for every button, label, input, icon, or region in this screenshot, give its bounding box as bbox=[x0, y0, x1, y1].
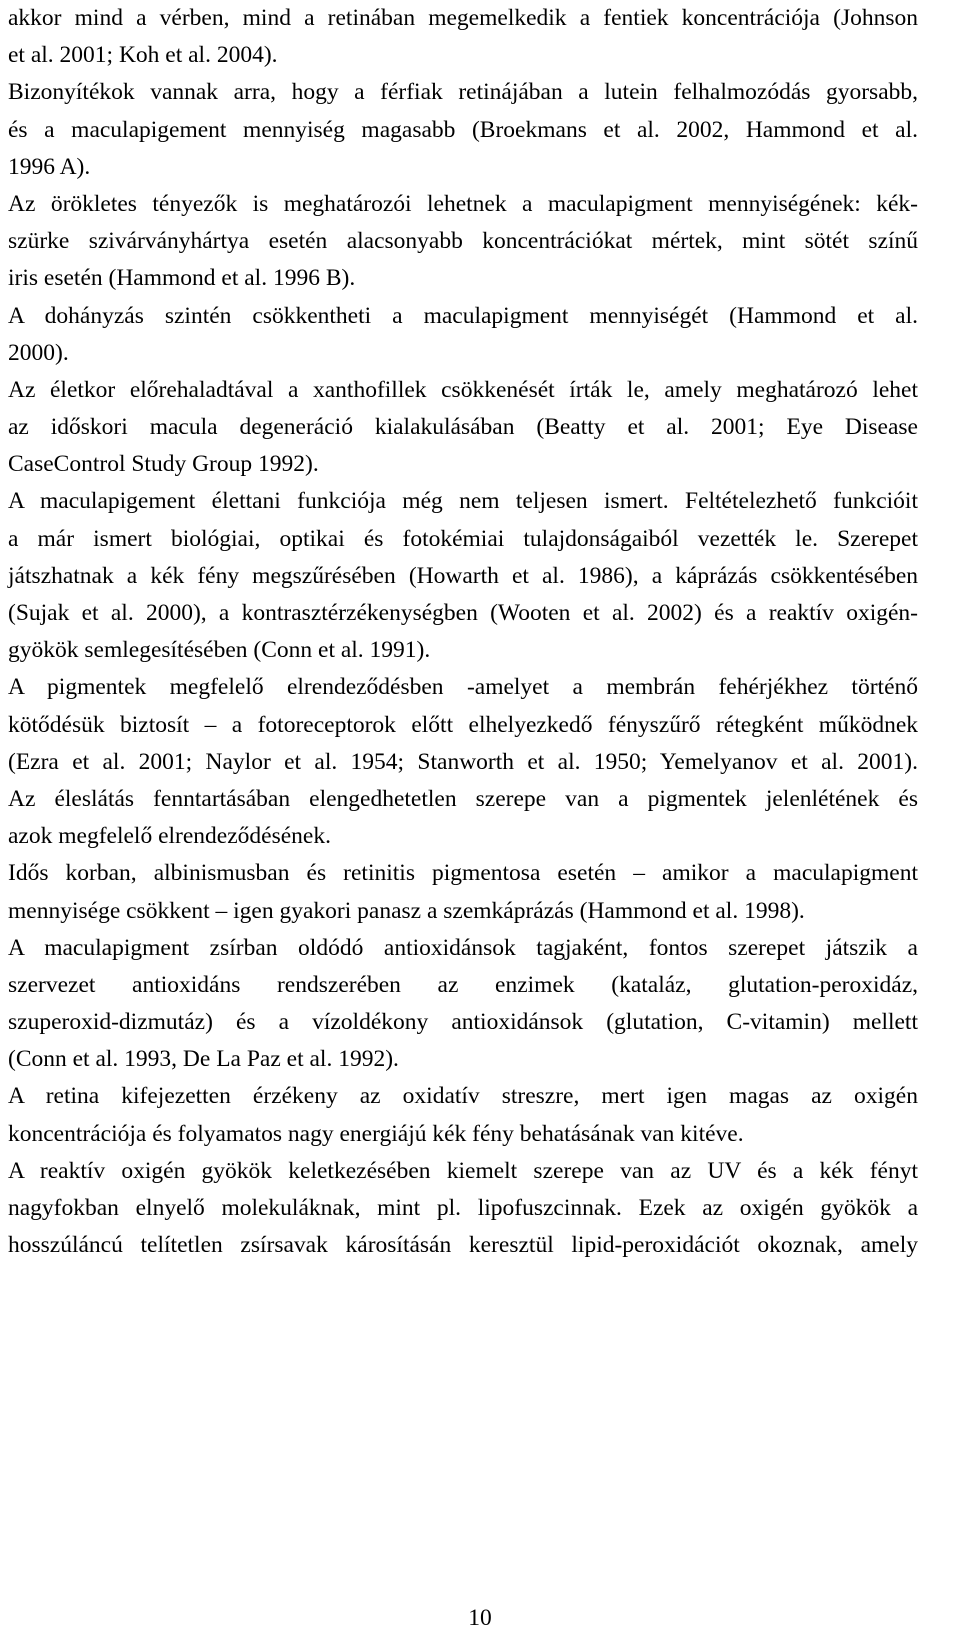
text-line: játszhatnak a kék fény megszűrésében (Howarth et al. 1986), a káprázás csökkentésében bbox=[8, 562, 918, 589]
text-line: (Ezra et al. 2001; Naylor et al. 1954; Stanworth et al. 1950; Yemelyanov et al. 2001). bbox=[8, 748, 918, 775]
paragraph bbox=[8, 74, 918, 186]
body-text bbox=[8, 0, 918, 1264]
document-page bbox=[8, 0, 918, 1264]
text-line: azok megfelelő elrendeződésének. bbox=[8, 823, 331, 850]
paragraph bbox=[8, 186, 918, 298]
text-line: Az éleslátás fenntartásában elengedhetetlen szerepe van a pigmentek jelenlétének és bbox=[8, 785, 918, 812]
text-line: kötődésük biztosít – a fotoreceptorok előtt elhelyezkedő fényszűrő rétegként működnek bbox=[8, 711, 918, 738]
paragraph bbox=[8, 1153, 918, 1265]
text-line: A retina kifejezetten érzékeny az oxidatív streszre, mert igen magas az oxigén bbox=[8, 1083, 918, 1110]
text-line: A maculapigement élettani funkciója még nem teljesen ismert. Feltételezhető funkcióit bbox=[8, 488, 918, 515]
text-line: gyökök semlegesítésében (Conn et al. 1991). bbox=[8, 637, 431, 664]
text-line: 2000). bbox=[8, 339, 69, 366]
text-line: Az életkor előrehaladtával a xanthofillek csökkenését írták le, amely meghatározó lehet bbox=[8, 376, 918, 403]
text-line: Idős korban, albinismusban és retinitis pigmentosa esetén – amikor a maculapigment bbox=[8, 860, 918, 887]
paragraph bbox=[8, 930, 918, 1079]
text-line: az időskori macula degeneráció kialakulásában (Beatty et al. 2001; Eye Disease bbox=[8, 414, 918, 441]
text-line: Bizonyítékok vannak arra, hogy a férfiak retinájában a lutein felhalmozódás gyorsabb, bbox=[8, 79, 918, 106]
text-line: (Conn et al. 1993, De La Paz et al. 1992). bbox=[8, 1046, 399, 1073]
text-line: iris esetén (Hammond et al. 1996 B). bbox=[8, 265, 356, 292]
page-number: 10 bbox=[468, 1605, 492, 1631]
paragraph bbox=[8, 483, 918, 669]
paragraph bbox=[8, 0, 918, 74]
paragraph bbox=[8, 669, 918, 781]
text-line: CaseControl Study Group 1992). bbox=[8, 451, 319, 478]
paragraph bbox=[8, 298, 918, 372]
text-line: 1996 A). bbox=[8, 153, 91, 180]
paragraph bbox=[8, 855, 918, 929]
paragraph bbox=[8, 372, 918, 484]
text-line: mennyisége csökkent – igen gyakori panasz a szemkáprázás (Hammond et al. 1998). bbox=[8, 897, 805, 924]
paragraph bbox=[8, 1078, 918, 1152]
paragraph bbox=[8, 781, 918, 855]
text-line: szervezet antioxidáns rendszerében az enzimek (kataláz, glutation-peroxidáz, bbox=[8, 971, 918, 998]
text-line: (Sujak et al. 2000), a kontrasztérzékenységben (Wooten et al. 2002) és a reaktív oxigén- bbox=[8, 600, 918, 626]
text-line: a már ismert biológiai, optikai és fotokémiai tulajdonságaiból vezették le. Szerepet bbox=[8, 525, 918, 552]
text-line: akkor mind a vérben, mind a retinában megemelkedik a fentiek koncentrációja (Johnson bbox=[8, 5, 918, 31]
text-line: Az örökletes tényezők is meghatározói lehetnek a maculapigment mennyiségének: kék- bbox=[8, 190, 918, 217]
text-line: hosszúláncú telítetlen zsírsavak károsításán keresztül lipid-peroxidációt okoznak, amely bbox=[8, 1232, 918, 1259]
text-line: A reaktív oxigén gyökök keletkezésében kiemelt szerepe van az UV és a kék fényt bbox=[8, 1157, 918, 1184]
text-line: A maculapigment zsírban oldódó antioxidánsok tagjaként, fontos szerepet játszik a bbox=[8, 934, 918, 961]
text-line: A dohányzás szintén csökkentheti a maculapigment mennyiségét (Hammond et al. bbox=[8, 302, 918, 329]
text-line: koncentrációja és folyamatos nagy energiájú kék fény behatásának van kitéve. bbox=[8, 1120, 744, 1147]
text-line: szuperoxid-dizmutáz) és a vízoldékony antioxidánsok (glutation, C-vitamin) mellett bbox=[8, 1009, 918, 1036]
text-line: és a maculapigement mennyiség magasabb (Broekmans et al. 2002, Hammond et al. bbox=[8, 116, 918, 143]
text-line: nagyfokban elnyelő molekuláknak, mint pl. lipofuszcinnak. Ezek az oxigén gyökök a bbox=[8, 1195, 918, 1221]
text-line: szürke szivárványhártya esetén alacsonyabb koncentrációkat mértek, mint sötét színű bbox=[8, 228, 918, 255]
text-line: et al. 2001; Koh et al. 2004). bbox=[8, 42, 278, 69]
text-line: A pigmentek megfelelő elrendeződésben -amelyet a membrán fehérjékhez történő bbox=[8, 674, 918, 701]
